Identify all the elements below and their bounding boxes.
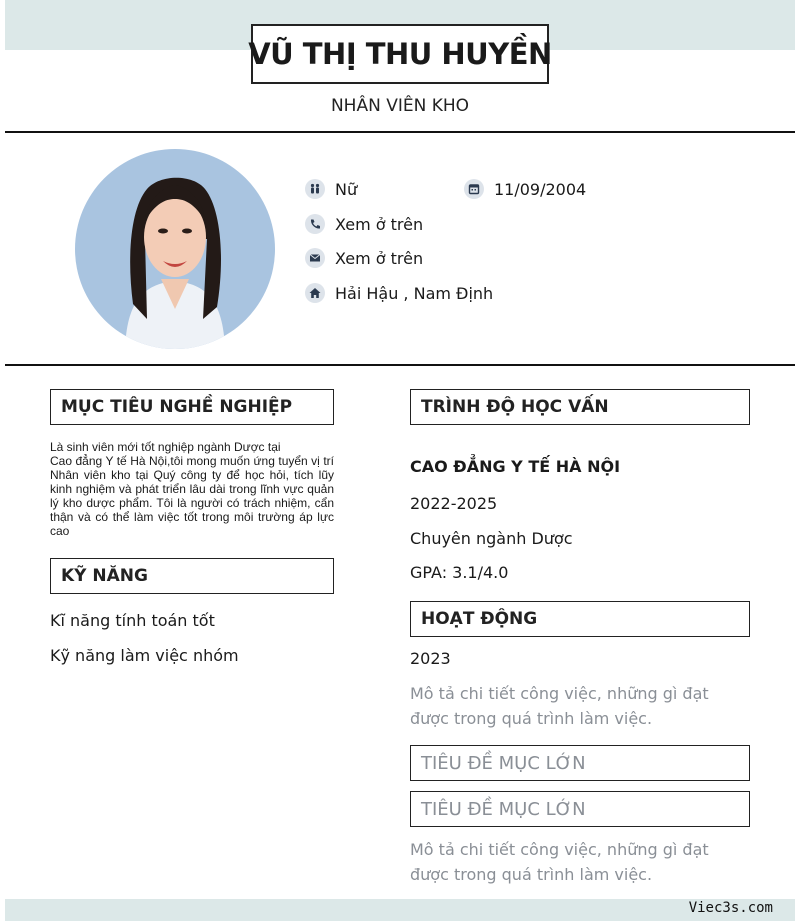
phone-icon <box>305 214 325 234</box>
phone-value: Xem ở trên <box>335 214 424 234</box>
dob-value: 11/09/2004 <box>494 179 587 199</box>
placeholder-section-title: TIÊU ĐỀ MỤC LỚN <box>421 798 586 820</box>
gender-row <box>305 179 357 199</box>
watermark: Viec3s.com <box>688 900 773 916</box>
divider-middle <box>5 364 795 366</box>
placeholder-section-title: TIÊU ĐỀ MỤC LỚN <box>421 752 586 774</box>
activity-description: Mô tả chi tiết công việc, những gì đạt được trong quá trình làm việc. <box>410 684 709 728</box>
name-box <box>248 24 552 84</box>
placeholder-section-box <box>410 791 750 827</box>
education-major: Chuyên ngành Dược <box>410 529 573 548</box>
job-title: NHÂN VIÊN KHO <box>330 96 470 116</box>
placeholder-section-box <box>410 745 750 781</box>
email-row <box>305 248 423 268</box>
gender-value: Nữ <box>335 179 358 199</box>
email-value: Xem ở trên <box>335 248 424 268</box>
skills-heading: KỸ NĂNG <box>61 566 148 586</box>
objective-heading: MỤC TIÊU NGHỀ NGHIỆP <box>61 397 293 417</box>
phone-row <box>305 214 423 234</box>
education-heading-box <box>410 389 750 425</box>
objective-text <box>50 440 334 538</box>
footer-band <box>5 899 795 921</box>
education-heading: TRÌNH ĐỘ HỌC VẤN <box>421 397 609 417</box>
activity-year: 2023 <box>410 649 451 668</box>
skills-heading-box <box>50 558 334 594</box>
calendar-icon <box>464 179 484 199</box>
education-gpa: GPA: 3.1/4.0 <box>410 563 509 582</box>
placeholder-description: Mô tả chi tiết công việc, những gì đạt được trong quá trình làm việc. <box>410 840 709 884</box>
dob-row <box>464 179 586 199</box>
objective-line: Là sinh viên mới tốt nghiệp ngành Dược tại <box>50 440 281 454</box>
home-icon <box>305 283 325 303</box>
address-row <box>305 283 493 303</box>
school-name: CAO ĐẲNG Y TẾ HÀ NỘI <box>410 457 621 476</box>
divider-top <box>5 131 795 133</box>
education-years: 2022-2025 <box>410 494 498 513</box>
address-value: Hải Hậu , Nam Định <box>335 283 494 303</box>
skill-item: Kỹ năng làm việc nhóm <box>50 646 239 665</box>
profile-photo <box>75 149 275 349</box>
activities-heading-box <box>410 601 750 637</box>
candidate-name: VŨ THỊ THU HUYỀN <box>248 37 552 71</box>
objective-line: Cao đẳng Y tế Hà Nội,tôi mong muốn ứng tuyển vị trí Nhân viên kho tại Quý công ty để học hỏi, tích lũy kinh nghiệm và phát triển lâu dài trong lĩnh vực quản lý kho dược phẩm. Tôi là người có trách nhiệm, cẩn thận và có thể làm việc tốt trong môi trường áp lực cao <box>50 454 334 538</box>
skill-item: Kĩ năng tính toán tốt <box>50 611 215 630</box>
objective-heading-box <box>50 389 334 425</box>
mail-icon <box>305 248 325 268</box>
people-icon <box>305 179 325 199</box>
activities-heading: HOẠT ĐỘNG <box>421 609 538 629</box>
